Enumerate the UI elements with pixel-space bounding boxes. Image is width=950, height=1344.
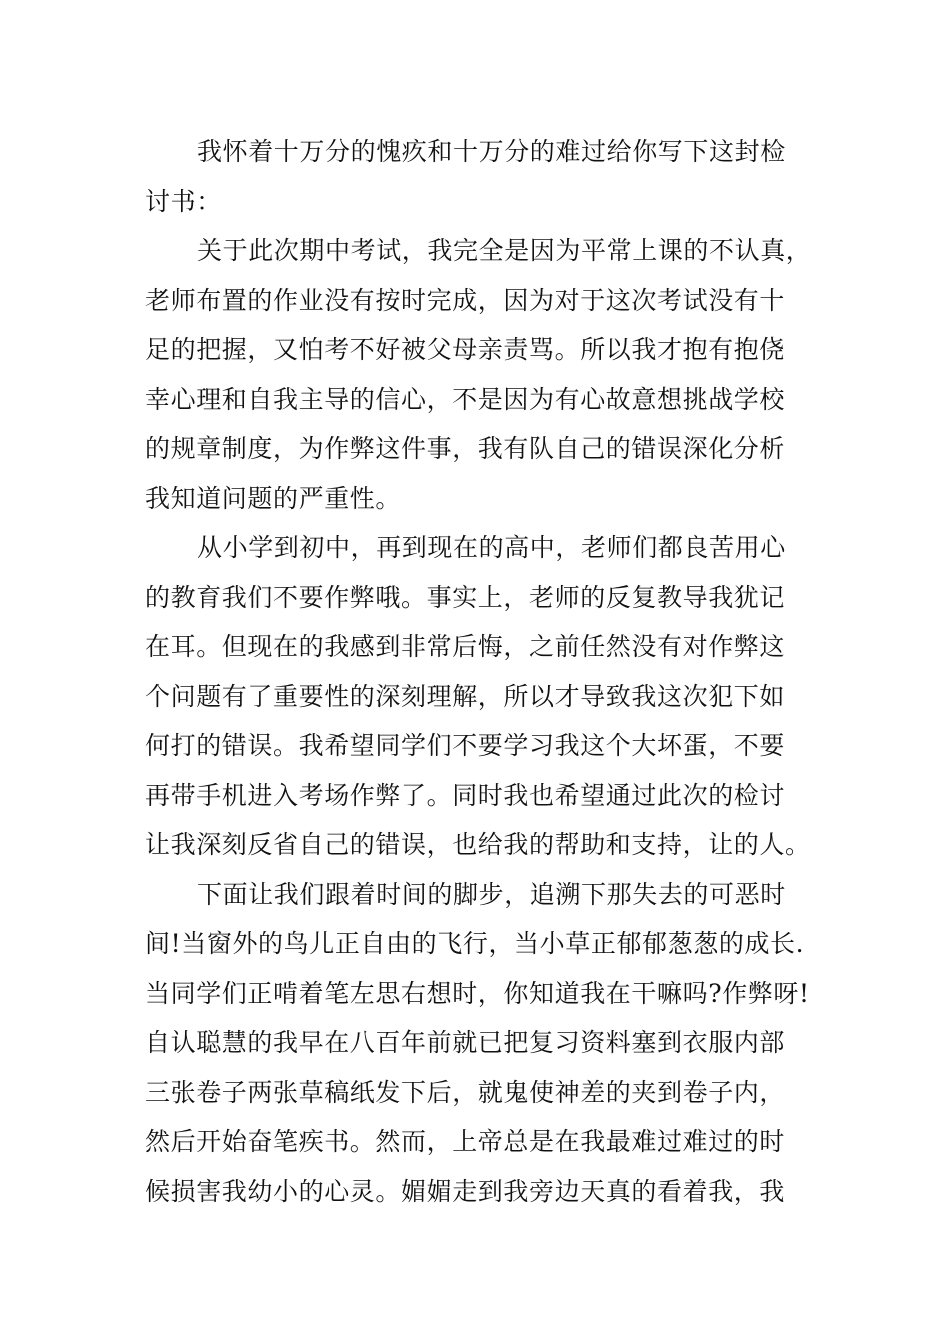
paragraph-2-line-2: 老师布置的作业没有按时完成，因为对于这次考试没有十	[145, 285, 786, 315]
paragraph-4-line-6: 然后开始奋笔疾书。然而，上帝总是在我最难过难过的时	[145, 1127, 786, 1156]
paragraph-3-line-1: 从小学到初中，再到现在的高中，老师们都良苦用心	[197, 533, 786, 562]
paragraph-3-line-6: 再带手机进入考场作弊了。同时我也希望通过此次的检讨	[145, 780, 786, 810]
paragraph-2-line-6: 我知道问题的严重性。	[145, 483, 402, 513]
paragraph-1-line-2: 讨书：	[145, 186, 222, 216]
paragraph-2-line-4: 幸心理和自我主导的信心，不是因为有心故意想挑战学校	[145, 384, 786, 414]
paragraph-3-line-5: 何打的错误。我希望同学们不要学习我这个大坏蛋，不要	[145, 731, 786, 760]
paragraph-4-line-3: 当同学们正啃着笔左思右想时，你知道我在干嘛吗?作弊呀!	[145, 978, 810, 1008]
paragraph-4-line-4: 自认聪慧的我早在八百年前就已把复习资料塞到衣服内部	[145, 1028, 786, 1057]
paragraph-2-line-1: 关于此次期中考试，我完全是因为平常上课的不认真，	[197, 236, 812, 265]
paragraph-2-line-5: 的规章制度，为作弊这件事，我有队自己的错误深化分析	[145, 434, 786, 463]
document-body	[145, 127, 815, 1216]
paragraph-3-line-7: 让我深刻反省自己的错误，也给我的帮助和支持，让的人。	[145, 830, 811, 859]
paragraph-4-line-2: 间!当窗外的鸟儿正自由的飞行，当小草正郁郁葱葱的成长.	[145, 929, 805, 958]
paragraph-3-line-2: 的教育我们不要作弊哦。事实上，老师的反复教导我犹记	[145, 582, 786, 612]
paragraph-4-line-1: 下面让我们跟着时间的脚步，追溯下那失去的可恶时	[197, 879, 786, 909]
paragraph-3-line-4: 个问题有了重要性的深刻理解，所以才导致我这次犯下如	[145, 681, 786, 711]
paragraph-4-line-5: 三张卷子两张草稿纸发下后，就鬼使神差的夹到卷子内，	[145, 1077, 786, 1107]
paragraph-4-line-7: 候损害我幼小的心灵。媚媚走到我旁边天真的看着我，我	[145, 1176, 786, 1206]
paragraph-3-line-3: 在耳。但现在的我感到非常后悔，之前任然没有对作弊这	[145, 632, 786, 661]
paragraph-2-line-3: 足的把握，又怕考不好被父母亲责骂。所以我才抱有抱侥	[145, 335, 786, 364]
paragraph-1-line-1: 我怀着十万分的愧疚和十万分的难过给你写下这封检	[197, 137, 786, 166]
